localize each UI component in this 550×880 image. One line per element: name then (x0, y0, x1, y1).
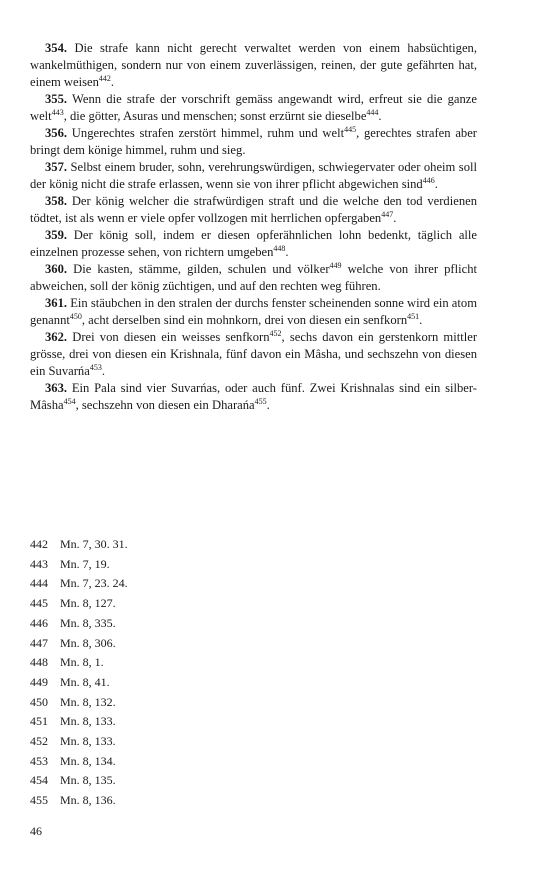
verse-paragraph (30, 380, 477, 414)
footnote-reference: Mn. 8, 133. (60, 714, 116, 729)
verse-paragraph (30, 227, 477, 261)
footnote (30, 791, 330, 811)
verse-text: , gerechtes strafen aber bringt dem könige himmel, ruhm und sieg. (30, 126, 477, 157)
verse-text: Wenn die strafe der vorschrift gemäss angewandt wird, erfreut sie die ganze welt (30, 92, 477, 123)
verse-paragraph (30, 125, 477, 159)
verse-number: 356. (45, 126, 68, 140)
verse-number: 360. (45, 262, 68, 276)
footnote-ref: 454 (63, 396, 76, 406)
verse-paragraph (30, 91, 477, 125)
footnote (30, 653, 330, 673)
footnote-number: 449 (30, 674, 48, 689)
verse-paragraph (30, 159, 477, 193)
verse-text: Ein Pala sind vier Suvarńas, oder auch fünf. Zwei Krishnalas sind ein silber-Mâsha (30, 381, 477, 412)
verse-text: . (378, 109, 382, 123)
verse-text: Selbst einem bruder, sohn, verehrungswürdigen, schwiegervater oder oheim soll der könig nicht die strafe erlassen, wenn sie von ihrer pflicht abgewichen sind (30, 160, 477, 191)
footnote-reference: Mn. 8, 335. (60, 615, 116, 630)
footnote-number: 452 (30, 734, 48, 749)
footnote-number: 443 (30, 556, 48, 571)
footnote-number: 442 (30, 537, 48, 551)
footnote-ref: 446 (422, 175, 435, 185)
footnote-ref: 448 (273, 243, 286, 253)
footnote-number: 448 (30, 655, 48, 670)
footnote (30, 673, 330, 693)
footnote-ref: 451 (407, 311, 420, 321)
footnote-number: 446 (30, 615, 48, 630)
footnote (30, 771, 330, 791)
verse-text: , die götter, Asuras und menschen; sonst erzürnt sie dieselbe (63, 109, 367, 123)
verse-text: . (434, 177, 438, 191)
footnote-ref: 447 (381, 209, 394, 219)
footnote-reference: Mn. 7, 30. 31. (60, 537, 128, 551)
verse-text: , sechszehn von diesen ein Dharańa (75, 398, 255, 412)
page-number: 46 (30, 824, 42, 838)
verse-number: 354. (45, 41, 68, 55)
footnotes (30, 535, 330, 811)
verse-text: welche von ihrer pflicht abweichen, soll der könig züchtigen, und auf den rechten weg führen. (30, 262, 477, 293)
verse-number: 355. (45, 92, 68, 106)
footnote-ref: 453 (89, 362, 102, 372)
verse-text: . (393, 211, 397, 225)
footnote-reference: Mn. 8, 132. (60, 694, 116, 709)
footnote-ref: 442 (98, 73, 111, 83)
verse-text: Der könig welcher die strafwürdigen straft und die welche den tod verdienen tödtet, ist als wenn er viele opfer vollzogen mit herrlichen opfergaben (30, 194, 477, 225)
verse-number: 359. (45, 228, 68, 242)
main-text (30, 40, 477, 414)
footnote-reference: Mn. 8, 41. (60, 674, 110, 689)
verse-paragraph (30, 261, 477, 295)
verse-paragraph (30, 329, 477, 380)
footnote (30, 574, 330, 594)
verse-paragraph (30, 40, 477, 91)
footnote-reference: Mn. 8, 135. (60, 773, 116, 788)
footnote (30, 693, 330, 713)
verse-text: . (101, 364, 105, 378)
verse-text: , acht derselben sind ein mohnkorn, drei von diesen ein senfkorn (81, 313, 408, 327)
footnote (30, 712, 330, 732)
verse-text: . (266, 398, 270, 412)
verse-text: Die kasten, stämme, gilden, schulen und völker (67, 262, 330, 276)
verse-number: 361. (45, 296, 68, 310)
footnote-reference: Mn. 8, 127. (60, 596, 116, 611)
footnote-ref: 450 (69, 311, 82, 321)
footnote (30, 535, 330, 555)
footnote-reference: Mn. 7, 23. 24. (60, 576, 128, 591)
verse-text: . (110, 75, 115, 89)
footnote-reference: Mn. 8, 1. (60, 655, 104, 670)
verse-text: , sechs davon ein gerstenkorn mittler grösse, drei von diesen ein Krishnala, fünf davon ein Mâsha, und sechszehn von diesen ein Suvarńa (30, 330, 478, 378)
footnote-ref: 449 (329, 260, 342, 270)
verse-number: 357. (45, 160, 68, 174)
footnote-number: 451 (30, 714, 48, 729)
footnote-number: 454 (30, 773, 48, 788)
footnote (30, 634, 330, 654)
verse-text: . (285, 245, 289, 259)
footnote-ref: 444 (366, 107, 379, 117)
verse-text: Drei von diesen ein weisses senfkorn (67, 330, 270, 344)
footnote (30, 614, 330, 634)
footnote-number: 455 (30, 793, 48, 808)
footnote-number: 450 (30, 694, 48, 709)
footnote-number: 453 (30, 753, 48, 768)
verse-number: 363. (45, 381, 68, 395)
footnote (30, 555, 330, 575)
footnote (30, 732, 330, 752)
verse-number: 358. (45, 194, 68, 208)
verse-paragraph (30, 295, 477, 329)
footnote-number: 444 (30, 576, 48, 591)
footnote-reference: Mn. 8, 134. (60, 753, 116, 768)
footnote-number: 445 (30, 596, 48, 611)
footnote (30, 594, 330, 614)
verse-text: Die strafe kann nicht gerecht verwaltet werden von einem habsüchtigen, wankelmüthigen, sondern nur von einem zuverlässigen, reinen, der gute gefährten hat, einem weisen (30, 41, 477, 89)
verse-text: Ein stäubchen in den stralen der durchs fenster scheinenden sonne wird ein atom genannt (30, 296, 477, 327)
footnote-reference: Mn. 8, 136. (60, 793, 116, 808)
footnote-ref: 452 (269, 328, 282, 338)
verse-text: Der könig soll, indem er diesen opferähnlichen lohn bedenkt, täglich alle einzelnen prozesse sehen, von richtern umgeben (30, 228, 477, 259)
footnote-ref: 455 (254, 396, 267, 406)
verse-number: 362. (45, 330, 68, 344)
footnote-number: 447 (30, 635, 48, 650)
footnote-reference: Mn. 8, 133. (60, 734, 116, 749)
footnote (30, 752, 330, 772)
verse-text: . (419, 313, 423, 327)
footnote-reference: Mn. 8, 306. (60, 635, 116, 650)
footnote-ref: 443 (51, 107, 64, 117)
verse-paragraph (30, 193, 477, 227)
verse-text: Ungerechtes strafen zerstört himmel, ruhm und welt (67, 126, 345, 140)
footnote-reference: Mn. 7, 19. (60, 556, 110, 571)
footnote-ref: 445 (344, 124, 357, 134)
